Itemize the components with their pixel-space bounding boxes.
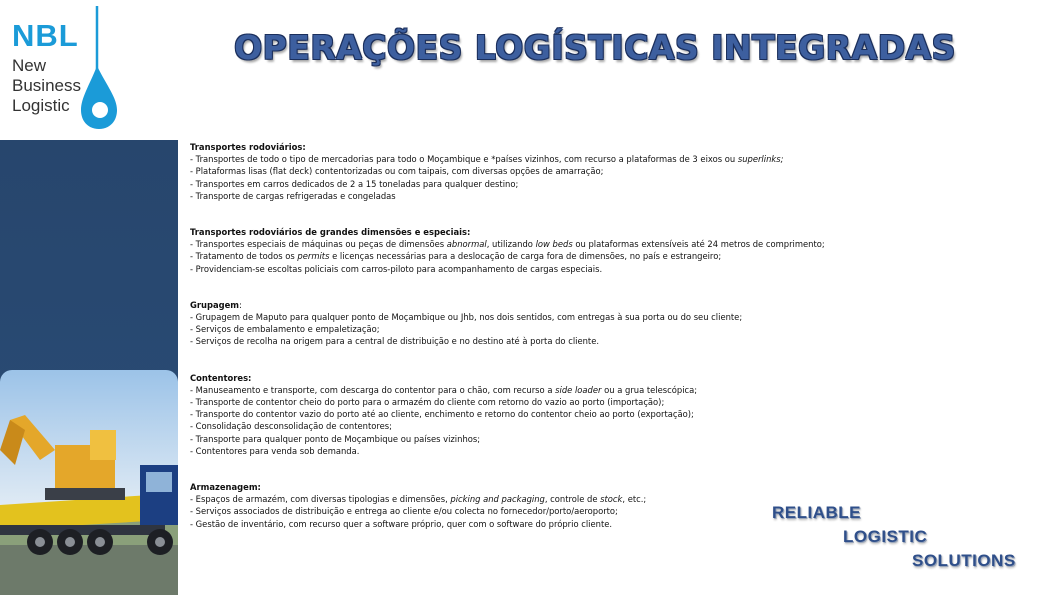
service-section <box>190 141 910 202</box>
line-text: , controle de <box>544 494 601 505</box>
logo-brand: NBL <box>12 18 79 53</box>
line-text: - Serviços de recolha na origem para a central de distribuição e no destino até à porta do cliente. <box>190 336 600 347</box>
tagline-line-1: RELIABLE <box>772 503 861 522</box>
line-text: - Espaços de armazém, com diversas tipologias e dimensões, <box>190 494 451 505</box>
line-text: - Plataformas lisas (flat deck) contentorizadas ou com taipais, com diversas opções de amarração; <box>190 166 604 177</box>
line-text: - Contentores para venda sob demanda. <box>190 445 360 456</box>
page-title: OPERAÇÕES LOGÍSTICAS INTEGRADAS <box>234 28 956 67</box>
section-title: Grupagem <box>190 299 240 310</box>
line-text: e licenças necessárias para a deslocação de carga fora de dimensões, no país e estrangeiro; <box>329 251 722 262</box>
service-section <box>190 299 910 348</box>
line-text: - Transporte de contentor cheio do porto para o armazém do cliente com retorno do vazio ao porto (importação); <box>190 397 665 408</box>
line-text: , etc.; <box>622 494 647 505</box>
line-text: - Transportes em carros dedicados de 2 a 15 toneladas para qualquer destino; <box>190 178 519 189</box>
section-heading <box>190 372 910 384</box>
bullet-line <box>190 323 910 335</box>
tagline-line-3: SOLUTIONS <box>912 551 1016 570</box>
section-title-suffix: : <box>239 299 242 310</box>
service-section <box>190 226 910 275</box>
bullet-line <box>190 396 910 408</box>
line-text: , utilizando <box>486 239 536 250</box>
italic-term: abnormal <box>446 239 487 250</box>
service-section <box>190 372 910 457</box>
italic-term: stock <box>600 494 623 505</box>
bullet-line <box>190 311 910 323</box>
bullet-line <box>190 408 910 420</box>
line-text: - Transportes de todo o tipo de mercadorias para todo o Moçambique e *países vizinhos, com recurso a plataformas de 3 eixos ou <box>190 154 738 165</box>
section-title: Armazenagem: <box>190 482 261 493</box>
section-title: Contentores: <box>190 372 252 383</box>
line-text: - Transporte para qualquer ponto de Moçambique ou países vizinhos; <box>190 433 481 444</box>
bullet-line <box>190 178 910 190</box>
line-text: - Transportes especiais de máquinas ou peças de dimensões <box>190 239 447 250</box>
line-text: - Gestão de inventário, com recurso quer a software próprio, quer com o software do próprio cliente. <box>190 518 613 529</box>
section-heading <box>190 299 910 311</box>
tagline-line-2: LOGISTIC <box>843 527 928 546</box>
logo-line-2: Business <box>12 76 81 95</box>
bullet-line <box>190 420 910 432</box>
logo-line-3: Logistic <box>12 96 70 115</box>
bullet-line <box>190 445 910 457</box>
bullet-line <box>190 263 910 275</box>
line-text: - Providenciam-se escoltas policiais com carros-piloto para acompanhamento de cargas especiais. <box>190 263 603 274</box>
italic-term: permits <box>297 251 330 262</box>
line-text: - Grupagem de Maputo para qualquer ponto de Moçambique ou Jhb, nos dois sentidos, com entregas à sua porta ou do seu cliente; <box>190 312 743 323</box>
section-title: Transportes rodoviários de grandes dimensões e especiais: <box>190 227 471 238</box>
line-text: ou plataformas extensíveis até 24 metros de comprimento; <box>572 239 825 250</box>
water-drop-icon <box>77 6 123 131</box>
line-text: - Transporte de cargas refrigeradas e congeladas <box>190 190 396 201</box>
line-text: - Consolidação desconsolidação de contentores; <box>190 421 392 432</box>
bullet-line <box>190 238 910 250</box>
company-logo <box>10 6 130 131</box>
line-text: - Serviços associados de distribuição e entrega ao cliente e/ou colecta no fornecedor/porto/aeroporto; <box>190 506 618 517</box>
line-text: - Serviços de embalamento e empaletização; <box>190 324 380 335</box>
italic-term: low beds <box>535 239 573 250</box>
bullet-line <box>190 165 910 177</box>
section-heading <box>190 481 910 493</box>
italic-term: superlinks; <box>737 154 784 165</box>
truck-photo <box>0 370 178 595</box>
bullet-line <box>190 335 910 347</box>
line-text: - Tratamento de todos os <box>190 251 298 262</box>
italic-term: picking and packaging <box>450 494 545 505</box>
bullet-line <box>190 433 910 445</box>
bullet-line <box>190 250 910 262</box>
section-heading <box>190 141 910 153</box>
line-text: - Transporte do contentor vazio do porto até ao cliente, enchimento e retorno do contentor cheio ao porto (exportação); <box>190 409 694 420</box>
line-text: ou a grua telescópica; <box>601 384 698 395</box>
line-text: - Manuseamento e transporte, com descarga do contentor para o chão, com recurso a <box>190 384 556 395</box>
italic-term: side loader <box>555 384 602 395</box>
bullet-line <box>190 190 910 202</box>
bullet-line <box>190 153 910 165</box>
section-title: Transportes rodoviários: <box>190 142 306 152</box>
logo-line-1: New <box>12 56 47 75</box>
section-heading <box>190 226 910 238</box>
bullet-line <box>190 384 910 396</box>
services-content <box>190 141 910 554</box>
